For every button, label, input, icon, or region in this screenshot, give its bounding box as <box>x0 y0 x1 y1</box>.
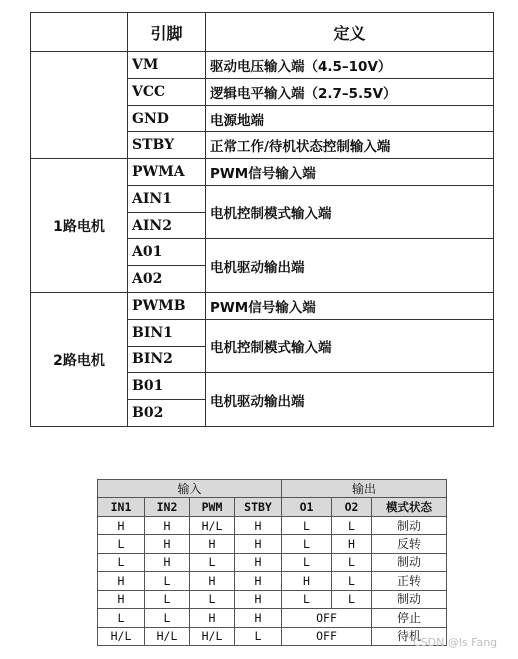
cell-o1: L <box>282 535 332 553</box>
cell-in1: L <box>98 535 145 553</box>
cell-in2: H/L <box>145 627 190 646</box>
pin-definition: 电机控制模式输入端 <box>206 319 494 373</box>
header-blank <box>31 13 128 52</box>
col-header-mode: 模式状态 <box>372 498 447 516</box>
pin-name: AIN2 <box>128 212 206 239</box>
cell-o2: L <box>332 553 372 571</box>
cell-stby: H <box>235 609 282 627</box>
cell-mode: 制动 <box>372 590 447 608</box>
cell-mode: 正转 <box>372 572 447 590</box>
pin-definition: 电机控制模式输入端 <box>206 185 494 239</box>
cell-pwm: H/L <box>190 516 235 534</box>
col-header-stby: STBY <box>235 498 282 516</box>
table-row <box>31 52 494 79</box>
cell-o2: L <box>332 516 372 534</box>
table-row <box>98 627 447 646</box>
pin-definition: 电机驱动输出端 <box>206 239 494 293</box>
cell-mode: 制动 <box>372 553 447 571</box>
pin-name: BIN2 <box>128 346 206 373</box>
cell-outputs: OFF <box>282 627 372 646</box>
pin-definition: 电源地端 <box>206 105 494 132</box>
cell-o1: L <box>282 553 332 571</box>
cell-in1: H <box>98 590 145 608</box>
cell-in1: H/L <box>98 627 145 646</box>
cell-o1: L <box>282 516 332 534</box>
cell-in1: L <box>98 553 145 571</box>
pin-name: BIN1 <box>128 319 206 346</box>
table-row <box>31 159 494 186</box>
table-row <box>98 590 447 608</box>
pin-definition: 驱动电压输入端（4.5–10V） <box>206 52 494 79</box>
table-row <box>98 516 447 534</box>
cell-o1: H <box>282 572 332 590</box>
table-row <box>98 535 447 553</box>
table-row <box>98 553 447 571</box>
cell-in2: L <box>145 590 190 608</box>
cell-stby: L <box>235 627 282 646</box>
cell-o2: L <box>332 572 372 590</box>
input-group-header: 输入 <box>98 480 282 498</box>
cell-in1: L <box>98 609 145 627</box>
pin-name: PWMB <box>128 293 206 320</box>
pin-definition: PWM信号输入端 <box>206 293 494 320</box>
pin-definition: PWM信号输入端 <box>206 159 494 186</box>
cell-pwm: L <box>190 590 235 608</box>
cell-pwm: H <box>190 535 235 553</box>
cell-in2: H <box>145 516 190 534</box>
pin-definition-table <box>30 12 494 427</box>
cell-stby: H <box>235 590 282 608</box>
cell-pwm: L <box>190 553 235 571</box>
cell-stby: H <box>235 516 282 534</box>
cell-o2: L <box>332 590 372 608</box>
pin-table-header-row <box>31 13 494 52</box>
cell-mode: 制动 <box>372 516 447 534</box>
pin-name: A01 <box>128 239 206 266</box>
header-definition: 定义 <box>206 13 494 52</box>
cell-o1: L <box>282 590 332 608</box>
col-header-o2: O2 <box>332 498 372 516</box>
output-group-header: 输出 <box>282 480 447 498</box>
pin-name: STBY <box>128 132 206 159</box>
pin-name: GND <box>128 105 206 132</box>
header-pin: 引脚 <box>128 13 206 52</box>
csdn-watermark: CSDN @ls Fang <box>413 636 498 649</box>
cell-stby: H <box>235 553 282 571</box>
pin-name: PWMA <box>128 159 206 186</box>
pin-name: B02 <box>128 400 206 427</box>
col-header-o1: O1 <box>282 498 332 516</box>
col-header-pwm: PWM <box>190 498 235 516</box>
pin-name: AIN1 <box>128 185 206 212</box>
cell-in2: L <box>145 609 190 627</box>
cell-mode: 待机 <box>372 627 447 646</box>
table-row <box>31 293 494 320</box>
motor1-group-label: 1路电机 <box>31 159 128 293</box>
table-row <box>98 572 447 590</box>
mode-truth-table <box>97 479 447 646</box>
cell-pwm: H <box>190 609 235 627</box>
cell-in2: L <box>145 572 190 590</box>
column-header-row <box>98 498 447 516</box>
cell-stby: H <box>235 535 282 553</box>
pin-name: VM <box>128 52 206 79</box>
cell-in1: H <box>98 572 145 590</box>
cell-o2: H <box>332 535 372 553</box>
cell-mode: 停止 <box>372 609 447 627</box>
pin-name: B01 <box>128 373 206 400</box>
pin-name: VCC <box>128 78 206 105</box>
col-header-in1: IN1 <box>98 498 145 516</box>
cell-mode: 反转 <box>372 535 447 553</box>
cell-in1: H <box>98 516 145 534</box>
pin-definition: 电机驱动输出端 <box>206 373 494 427</box>
pin-name: A02 <box>128 266 206 293</box>
table-row <box>98 609 447 627</box>
cell-in2: H <box>145 553 190 571</box>
cell-stby: H <box>235 572 282 590</box>
motor2-group-label: 2路电机 <box>31 293 128 427</box>
group-header-row <box>98 480 447 498</box>
col-header-in2: IN2 <box>145 498 190 516</box>
cell-pwm: H/L <box>190 627 235 646</box>
cell-outputs: OFF <box>282 609 372 627</box>
common-group-cell <box>31 52 128 159</box>
pin-definition: 逻辑电平输入端（2.7–5.5V） <box>206 78 494 105</box>
cell-in2: H <box>145 535 190 553</box>
cell-pwm: H <box>190 572 235 590</box>
pin-definition: 正常工作/待机状态控制输入端 <box>206 132 494 159</box>
